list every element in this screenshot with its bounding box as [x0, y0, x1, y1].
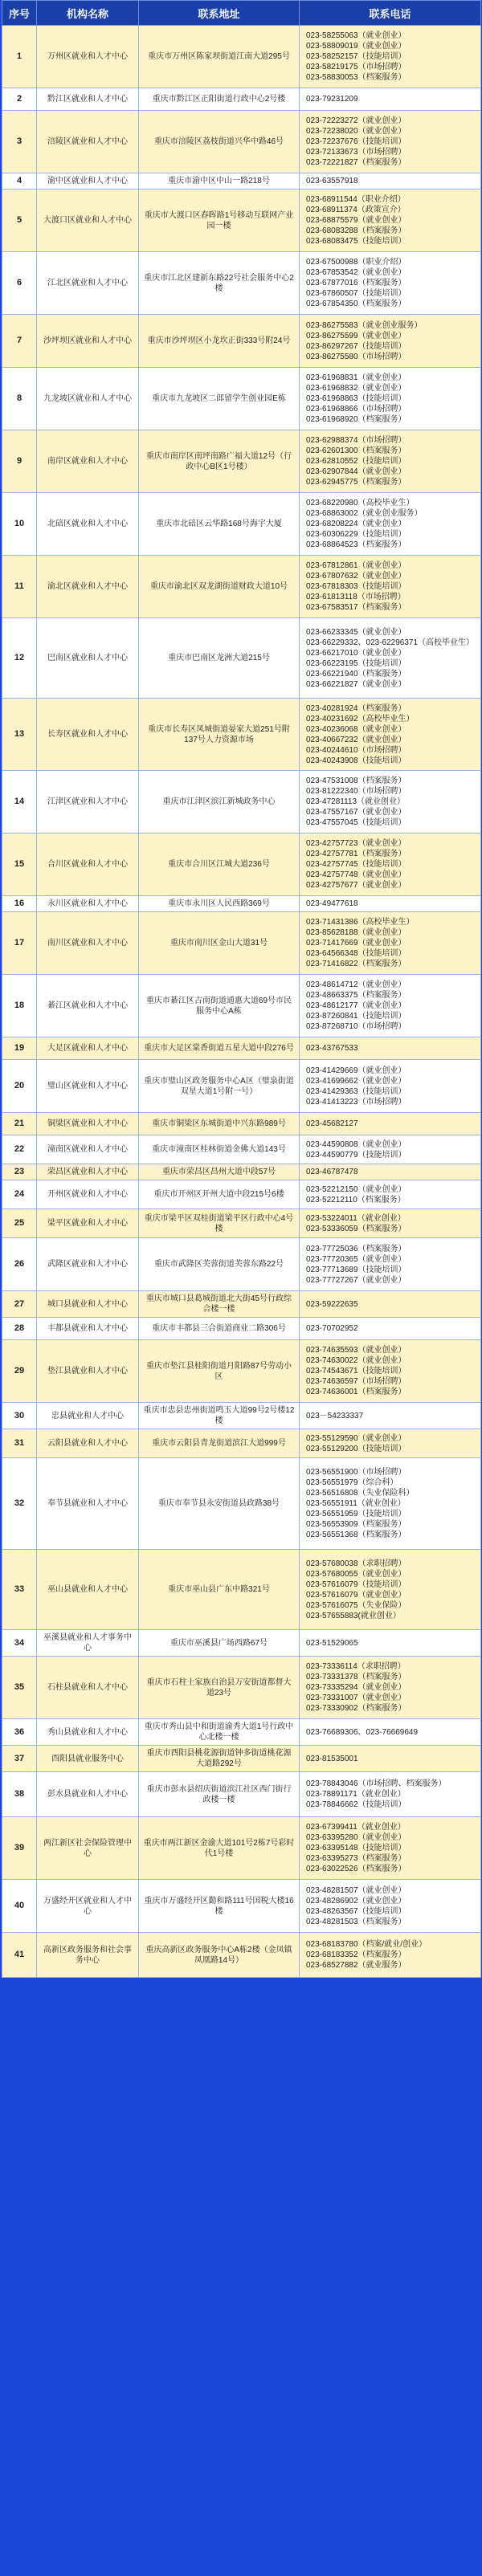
row-number: 26: [2, 1238, 37, 1291]
org-name: 武隆区就业和人才中心: [37, 1238, 139, 1291]
row-number: 21: [2, 1113, 37, 1135]
table-row: [2, 1060, 481, 1113]
org-name: 永川区就业和人才中心: [37, 896, 139, 912]
header-addr: 联系地址: [139, 1, 300, 26]
org-phones: 023-66233345（就业创业） 023-66229332、023-62296371（高校毕业生） 023-66217010（就业创业） 023-66223195（技能培训） 023-66221940（档案服务） 023-66221827（就业创业）: [300, 618, 481, 699]
org-address: 重庆市巴南区龙洲大道215号: [139, 618, 300, 699]
org-name: 丰都县就业和人才中心: [37, 1318, 139, 1340]
table-row: [2, 1135, 481, 1164]
org-phones: 023-67500988（职业介绍） 023-67853542（就业创业） 023-67877016（档案服务） 023-67860507（技能培训） 023-67854350（档案服务）: [300, 252, 481, 315]
org-name: 江北区就业和人才中心: [37, 252, 139, 315]
table-row: [2, 493, 481, 556]
org-name: 渝北区就业和人才中心: [37, 556, 139, 618]
table-row: [2, 368, 481, 430]
org-name: 北碚区就业和人才中心: [37, 493, 139, 556]
org-phones: 023-42757723（就业创业） 023-42757781（档案服务） 023-42757745（技能培训） 023-42757748（就业创业） 023-42757677（就业创业）: [300, 834, 481, 896]
table-row: [2, 315, 481, 368]
table-row: [2, 1657, 481, 1719]
header-no: 序号: [2, 1, 37, 26]
row-number: 13: [2, 699, 37, 771]
org-name: 开州区就业和人才中心: [37, 1180, 139, 1209]
table-row: [2, 1291, 481, 1318]
org-address: 重庆市綦江区古南街道通惠大道69号市民服务中心A栋: [139, 975, 300, 1037]
org-name: 巴南区就业和人才中心: [37, 618, 139, 699]
table-body: [2, 26, 481, 1978]
table-header-row: [2, 1, 481, 26]
table-row: [2, 252, 481, 315]
row-number: 35: [2, 1657, 37, 1719]
org-address: 重庆市江津区滨江新城政务中心: [139, 771, 300, 834]
org-address: 重庆市石柱土家族自治县万安街道都督大道23号: [139, 1657, 300, 1719]
org-phones: 023-47531008（档案服务） 023-81222340（市场招聘） 023-47281113（就业创业） 023-47557167（就业创业） 023-47557045（技能培训）: [300, 771, 481, 834]
org-address: 重庆高新区政务服务中心A栋2楼（金凤镇凤凰路14号）: [139, 1933, 300, 1978]
row-number: 8: [2, 368, 37, 430]
org-phones: 023-55129590（就业创业） 023-55129200（技能培训）: [300, 1429, 481, 1458]
org-phones: 023-44590808（就业创业） 023-44590779（技能培训）: [300, 1135, 481, 1164]
org-name: 城口县就业和人才中心: [37, 1291, 139, 1318]
table-row: [2, 912, 481, 975]
org-phones: 023-72223272（就业创业） 023-72238020（就业创业） 023-72237676（技能培训） 023-72133673（市场招聘） 023-72221827（档案服务）: [300, 111, 481, 173]
org-name: 忠县就业和人才中心: [37, 1403, 139, 1429]
row-number: 10: [2, 493, 37, 556]
org-address: 重庆市奉节县永安街道县政路38号: [139, 1458, 300, 1550]
org-address: 重庆市永川区人民西路369号: [139, 896, 300, 912]
org-name: 万州区就业和人才中心: [37, 26, 139, 88]
org-phones: 023-68911544（职业介绍） 023-68911374（政策宣介） 023-68875579（就业创业） 023-68083288（档案服务） 023-68083475（技能培训）: [300, 190, 481, 252]
table-row: [2, 1180, 481, 1209]
org-name: 云阳县就业和人才中心: [37, 1429, 139, 1458]
row-number: 31: [2, 1429, 37, 1458]
table-row: [2, 26, 481, 88]
table-row: [2, 618, 481, 699]
org-address: 重庆市云阳县青龙街道滨江大道999号: [139, 1429, 300, 1458]
row-number: 19: [2, 1037, 37, 1060]
row-number: 12: [2, 618, 37, 699]
org-phones: 023-67812861（就业创业） 023-67807632（就业创业） 023-67818303（技能培训） 023-61813118（市场招聘） 023-67583517（档案服务）: [300, 556, 481, 618]
org-name: 酉阳县就业服务中心: [37, 1746, 139, 1772]
row-number: 40: [2, 1880, 37, 1933]
table-row: [2, 1238, 481, 1291]
row-number: 7: [2, 315, 37, 368]
row-number: 6: [2, 252, 37, 315]
employment-center-contact-table: [2, 0, 481, 1978]
table-row: [2, 975, 481, 1037]
org-phones: 023-76689306、023-76669649: [300, 1719, 481, 1746]
org-address: 重庆市潼南区桂林街道金佛大道143号: [139, 1135, 300, 1164]
org-address: 重庆市梁平区双桂街道梁平区行政中心4号楼: [139, 1209, 300, 1238]
org-name: 江津区就业和人才中心: [37, 771, 139, 834]
table-row: [2, 699, 481, 771]
row-number: 20: [2, 1060, 37, 1113]
org-phones: 023-46787478: [300, 1164, 481, 1180]
org-address: 重庆市巫山县广东中路321号: [139, 1550, 300, 1630]
org-name: 大足区就业和人才中心: [37, 1037, 139, 1060]
org-phones: 023-41429669（就业创业） 023-41699662（就业创业） 023-41429363（技能培训） 023-41413223（市场招聘）: [300, 1060, 481, 1113]
row-number: 17: [2, 912, 37, 975]
org-name: 巫山县就业和人才中心: [37, 1550, 139, 1630]
org-phones: 023-57680038（求职招聘） 023-57680055（就业创业） 023-57616079（技能培训） 023-57616079（就业创业） 023-57616075（失业保险） 023-57655883(就业创业）: [300, 1550, 481, 1630]
table-row: [2, 1318, 481, 1340]
table-row: [2, 1719, 481, 1746]
org-phones: 023-61968831（就业创业） 023-61968832（就业创业） 023-61968863（技能培训） 023-61968866（市场招聘） 023-61968920（档案服务）: [300, 368, 481, 430]
table-row: [2, 88, 481, 111]
row-number: 36: [2, 1719, 37, 1746]
org-phones: 023-52212150（就业创业） 023-52212110（档案服务）: [300, 1180, 481, 1209]
contact-table-wrapper: [2, 0, 480, 1978]
org-name: 黔江区就业和人才中心: [37, 88, 139, 111]
row-number: 25: [2, 1209, 37, 1238]
org-name: 两江新区社会保险管理中心: [37, 1817, 139, 1880]
row-number: 37: [2, 1746, 37, 1772]
org-phones: 023-71431386（高校毕业生） 023-85628188（就业创业） 023-71417669（就业创业） 023-64566348（技能培训） 023-71416822（档案服务）: [300, 912, 481, 975]
org-name: 沙坪坝区就业和人才中心: [37, 315, 139, 368]
org-phones: 023-45682127: [300, 1113, 481, 1135]
table-row: [2, 1403, 481, 1429]
org-address: 重庆市彭水县绍庆街道滨江社区西门街行政楼一楼: [139, 1772, 300, 1817]
header-phone: 联系电话: [300, 1, 481, 26]
table-row: [2, 173, 481, 190]
row-number: 4: [2, 173, 37, 190]
org-phones: 023-48614712（就业创业） 023-48663375（档案服务） 023-48612177（就业创业） 023-87260841（技能培训） 023-87268710（市场招聘）: [300, 975, 481, 1037]
org-address: 重庆市忠县忠州街道鸣玉大道99号2号楼12楼: [139, 1403, 300, 1429]
org-address: 重庆市合川区江城大道236号: [139, 834, 300, 896]
row-number: 11: [2, 556, 37, 618]
table-row: [2, 771, 481, 834]
org-phones: 023-56551900（市场招聘） 023-56551979（综合科） 023-56516808（失业保险科） 023-56551911（就业创业） 023-56551959（技能培训） 023-56553909（档案服务） 023-56551368（档案服务）: [300, 1458, 481, 1550]
row-number: 33: [2, 1550, 37, 1630]
header-org: 机构名称: [37, 1, 139, 26]
table-row: [2, 556, 481, 618]
org-phones: 023－54233337: [300, 1403, 481, 1429]
org-phones: 023-67399411（就业创业） 023-63395280（就业创业） 023-63395148（技能培训） 023-63395273（档案服务） 023-63022526（档案服务）: [300, 1817, 481, 1880]
org-name: 璧山区就业和人才中心: [37, 1060, 139, 1113]
row-number: 3: [2, 111, 37, 173]
org-name: 南川区就业和人才中心: [37, 912, 139, 975]
org-address: 重庆市大渡口区春晖路1号移动互联网产业园一楼: [139, 190, 300, 252]
org-phones: 023-51529065: [300, 1630, 481, 1657]
row-number: 34: [2, 1630, 37, 1657]
org-name: 万盛经开区就业和人才中心: [37, 1880, 139, 1933]
org-name: 涪陵区就业和人才中心: [37, 111, 139, 173]
org-name: 潼南区就业和人才中心: [37, 1135, 139, 1164]
org-phones: 023-86275583（就业创业服务） 023-86275599（就业创业） 023-86297267（技能培训） 023-86275580（市场招聘）: [300, 315, 481, 368]
row-number: 18: [2, 975, 37, 1037]
table-row: [2, 1209, 481, 1238]
org-name: 大渡口区就业和人才中心: [37, 190, 139, 252]
org-name: 石柱县就业和人才中心: [37, 1657, 139, 1719]
org-address: 重庆市渝中区中山一路218号: [139, 173, 300, 190]
table-row: [2, 1113, 481, 1135]
org-phones: 023-43767533: [300, 1037, 481, 1060]
row-number: 16: [2, 896, 37, 912]
row-number: 14: [2, 771, 37, 834]
org-address: 重庆市九龙坡区二郎留学生创业园E栋: [139, 368, 300, 430]
org-address: 重庆市两江新区金渝大道101号2栋7号彩时代1号楼: [139, 1817, 300, 1880]
row-number: 5: [2, 190, 37, 252]
org-name: 荣昌区就业和人才中心: [37, 1164, 139, 1180]
org-phones: 023-58255063（就业创业） 023-58809019（就业创业） 023-58252157（技能培训） 023-58219175（市场招聘） 023-58830053（档案服务）: [300, 26, 481, 88]
org-address: 重庆市涪陵区荔枝街道兴华中路46号: [139, 111, 300, 173]
row-number: 1: [2, 26, 37, 88]
table-row: [2, 1164, 481, 1180]
org-address: 重庆市黔江区正阳街道行政中心2号楼: [139, 88, 300, 111]
org-phones: 023-48281507（就业创业） 023-48286902（就业创业） 023-48263567（技能培训） 023-48281503（档案服务）: [300, 1880, 481, 1933]
org-phones: 023-79231209: [300, 88, 481, 111]
org-address: 重庆市万州区陈家坝街道江南大道295号: [139, 26, 300, 88]
org-address: 重庆市璧山区政务服务中心A区（璧泉街道双星大道1号附一号）: [139, 1060, 300, 1113]
org-name: 长寿区就业和人才中心: [37, 699, 139, 771]
table-row: [2, 1429, 481, 1458]
table-row: [2, 1772, 481, 1817]
org-phones: 023-68220980（高校毕业生） 023-68863002（就业创业服务） 023-68208224（就业创业） 023-60306229（技能培训） 023-68864523（档案服务）: [300, 493, 481, 556]
table-row: [2, 1880, 481, 1933]
row-number: 38: [2, 1772, 37, 1817]
org-phones: 023-73336114（求职招聘） 023-73331378（档案服务） 023-73335294（就业创业） 023-73331007（就业创业） 023-73330902（档案服务）: [300, 1657, 481, 1719]
row-number: 30: [2, 1403, 37, 1429]
org-address: 重庆市酉阳县桃花源街道钟多街道桃花源大道路292号: [139, 1746, 300, 1772]
org-phones: 023-78843046（市场招聘、档案服务） 023-78891171（就业创业） 023-78846662（技能培训）: [300, 1772, 481, 1817]
row-number: 41: [2, 1933, 37, 1978]
table-row: [2, 834, 481, 896]
org-name: 合川区就业和人才中心: [37, 834, 139, 896]
org-phones: 023-40281924（档案服务） 023-40231692（高校毕业生） 023-40236068（就业创业） 023-40667232（就业创业） 023-40244610（市场招聘） 023-40243908（技能培训）: [300, 699, 481, 771]
org-phones: 023-62988374（市场招聘） 023-62601300（档案服务） 023-62810552（技能培训） 023-62907844（就业创业） 023-62945775（档案服务）: [300, 430, 481, 493]
row-number: 39: [2, 1817, 37, 1880]
org-address: 重庆市秀山县中和街道渝秀大道1号行政中心北楼一楼: [139, 1719, 300, 1746]
org-name: 彭水县就业和人才中心: [37, 1772, 139, 1817]
org-phones: 023-59222635: [300, 1291, 481, 1318]
org-address: 重庆市垫江县桂阳街道月阳路87号劳动小区: [139, 1340, 300, 1403]
table-row: [2, 1550, 481, 1630]
org-address: 重庆市万盛经开区勤和路111号国税大楼16楼: [139, 1880, 300, 1933]
table-row: [2, 111, 481, 173]
org-address: 重庆市渝北区双龙湖街道财政大道10号: [139, 556, 300, 618]
org-phones: 023-49477618: [300, 896, 481, 912]
org-name: 巫溪县就业和人才事务中心: [37, 1630, 139, 1657]
org-address: 重庆市丰都县三合街道商业二路306号: [139, 1318, 300, 1340]
org-name: 九龙坡区就业和人才中心: [37, 368, 139, 430]
org-address: 重庆市长寿区凤城街道晏家大道251号附137号人力资源市场: [139, 699, 300, 771]
table-row: [2, 190, 481, 252]
org-name: 秀山县就业和人才中心: [37, 1719, 139, 1746]
row-number: 23: [2, 1164, 37, 1180]
row-number: 24: [2, 1180, 37, 1209]
table-row: [2, 1933, 481, 1978]
row-number: 27: [2, 1291, 37, 1318]
org-phones: 023-53224011（就业创业） 023-53336059（档案服务）: [300, 1209, 481, 1238]
org-address: 重庆市沙坪坝区小龙坎正街333号附24号: [139, 315, 300, 368]
org-address: 重庆市南川区金山大道31号: [139, 912, 300, 975]
org-address: 重庆市巫溪县广场西路67号: [139, 1630, 300, 1657]
org-address: 重庆市荣昌区昌州大道中段57号: [139, 1164, 300, 1180]
org-phones: 023-74635593（就业创业） 023-74630022（就业创业） 023-74543671（技能培训） 023-74636597（市场招聘） 023-74636001（档案服务）: [300, 1340, 481, 1403]
org-name: 梁平区就业和人才中心: [37, 1209, 139, 1238]
org-phones: 023-77725036（档案服务） 023-77720365（就业创业） 023-77713689（技能培训） 023-77727267（就业创业）: [300, 1238, 481, 1291]
org-address: 重庆市武隆区芙蓉街道芙蓉东路22号: [139, 1238, 300, 1291]
table-row: [2, 1817, 481, 1880]
table-row: [2, 1458, 481, 1550]
row-number: 15: [2, 834, 37, 896]
org-address: 重庆市铜梁区东城街道中兴东路989号: [139, 1113, 300, 1135]
org-address: 重庆市开州区开州大道中段215号6楼: [139, 1180, 300, 1209]
org-phones: 023-70702952: [300, 1318, 481, 1340]
org-phones: 023-81535001: [300, 1746, 481, 1772]
table-row: [2, 1037, 481, 1060]
table-row: [2, 1340, 481, 1403]
org-name: 垫江县就业和人才中心: [37, 1340, 139, 1403]
org-address: 重庆市北碚区云华路168号海宇大厦: [139, 493, 300, 556]
table-row: [2, 1746, 481, 1772]
table-row: [2, 1630, 481, 1657]
org-address: 重庆市大足区棠香街道五星大道中段276号: [139, 1037, 300, 1060]
row-number: 2: [2, 88, 37, 111]
row-number: 28: [2, 1318, 37, 1340]
org-name: 奉节县就业和人才中心: [37, 1458, 139, 1550]
table-row: [2, 896, 481, 912]
org-name: 南岸区就业和人才中心: [37, 430, 139, 493]
org-name: 綦江区就业和人才中心: [37, 975, 139, 1037]
row-number: 32: [2, 1458, 37, 1550]
row-number: 22: [2, 1135, 37, 1164]
org-name: 铜梁区就业和人才中心: [37, 1113, 139, 1135]
org-address: 重庆市南岸区南坪南路广福大道12号（行政中心B区1号楼）: [139, 430, 300, 493]
org-name: 高新区政务服务和社会事务中心: [37, 1933, 139, 1978]
org-phones: 023-68183780（档案/就业/创业） 023-68183352（档案服务） 023-68527882（就业服务）: [300, 1933, 481, 1978]
org-name: 渝中区就业和人才中心: [37, 173, 139, 190]
org-address: 重庆市江北区建新东路22号社会服务中心2楼: [139, 252, 300, 315]
org-phones: 023-63557918: [300, 173, 481, 190]
row-number: 29: [2, 1340, 37, 1403]
row-number: 9: [2, 430, 37, 493]
org-address: 重庆市城口县葛城街道北大街45号行政综合楼一楼: [139, 1291, 300, 1318]
table-row: [2, 430, 481, 493]
